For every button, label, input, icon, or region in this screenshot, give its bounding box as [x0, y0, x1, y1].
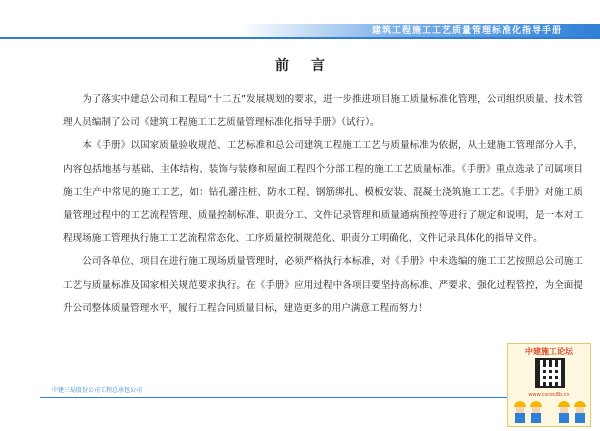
worker-mascot-icon — [530, 401, 542, 423]
worker-mascot-icon — [574, 401, 586, 423]
header-divider — [0, 37, 600, 39]
paragraph-2: 本《手册》以国家质量验收规范、工艺标准和总公司建筑工程施工工艺与质量标准为依据，从土建施工管理部分入手，内容包括地基与基础、主体结构、装饰与装修和屋面工程四个分部工程的施工工艺质量标准。《手册》重点选录了司属项目施工生产中常见的施工工艺，如：钻孔灌注桩、防水工程、钢筋绑扎、模板安装、混凝土浇筑施工工艺。《手册》对施工质量管理过程中的工艺流程管理、质量控制标准、职责分工、文件记录管理和质量通病预控等进行了规定和说明，是一本对工程现场施工管理执行施工工艺流程常态化、工序质量控制规范化、职责分工明确化、文件记录具体化的指导文件。 — [63, 140, 583, 245]
qr-code-icon — [535, 358, 565, 388]
body-text — [63, 88, 583, 320]
worker-mascot-icon — [558, 401, 570, 423]
page-title: 前言 — [275, 58, 347, 74]
forum-badge[interactable] — [507, 343, 591, 427]
worker-mascot-icon — [514, 401, 526, 423]
paragraph-1: 为了落实中建总公司和工程局“十二五”发展规划的要求，进一步推进项目施工质量标准化管理，公司组织质量、技术管理人员编制了公司《建筑工程施工工艺质量管理标准化指导手册》（试行）。 — [63, 94, 583, 129]
footer-divider — [40, 397, 520, 398]
paragraph-3: 公司各单位、项目在进行施工现场质量管理时，必须严格执行本标准，对《手册》中未选编的施工工艺按照总公司施工工艺与质量标准及国家相关规范要求执行。在《手册》应用过程中各项目要坚持高标准、严要求、强化过程管控，为全面提升公司整体质量管理水平，履行工程合同质量目标，建造更多的用户满意工程而努力！ — [63, 256, 583, 314]
header-title: 建筑工程施工工艺质量管理标准化指导手册 — [371, 26, 562, 36]
badge-title: 中建施工论坛 — [525, 347, 573, 356]
footer-company: 中建三局股份公司工程总承包公司 — [52, 387, 143, 394]
badge-url: www.cscec8b.cn — [528, 392, 570, 398]
